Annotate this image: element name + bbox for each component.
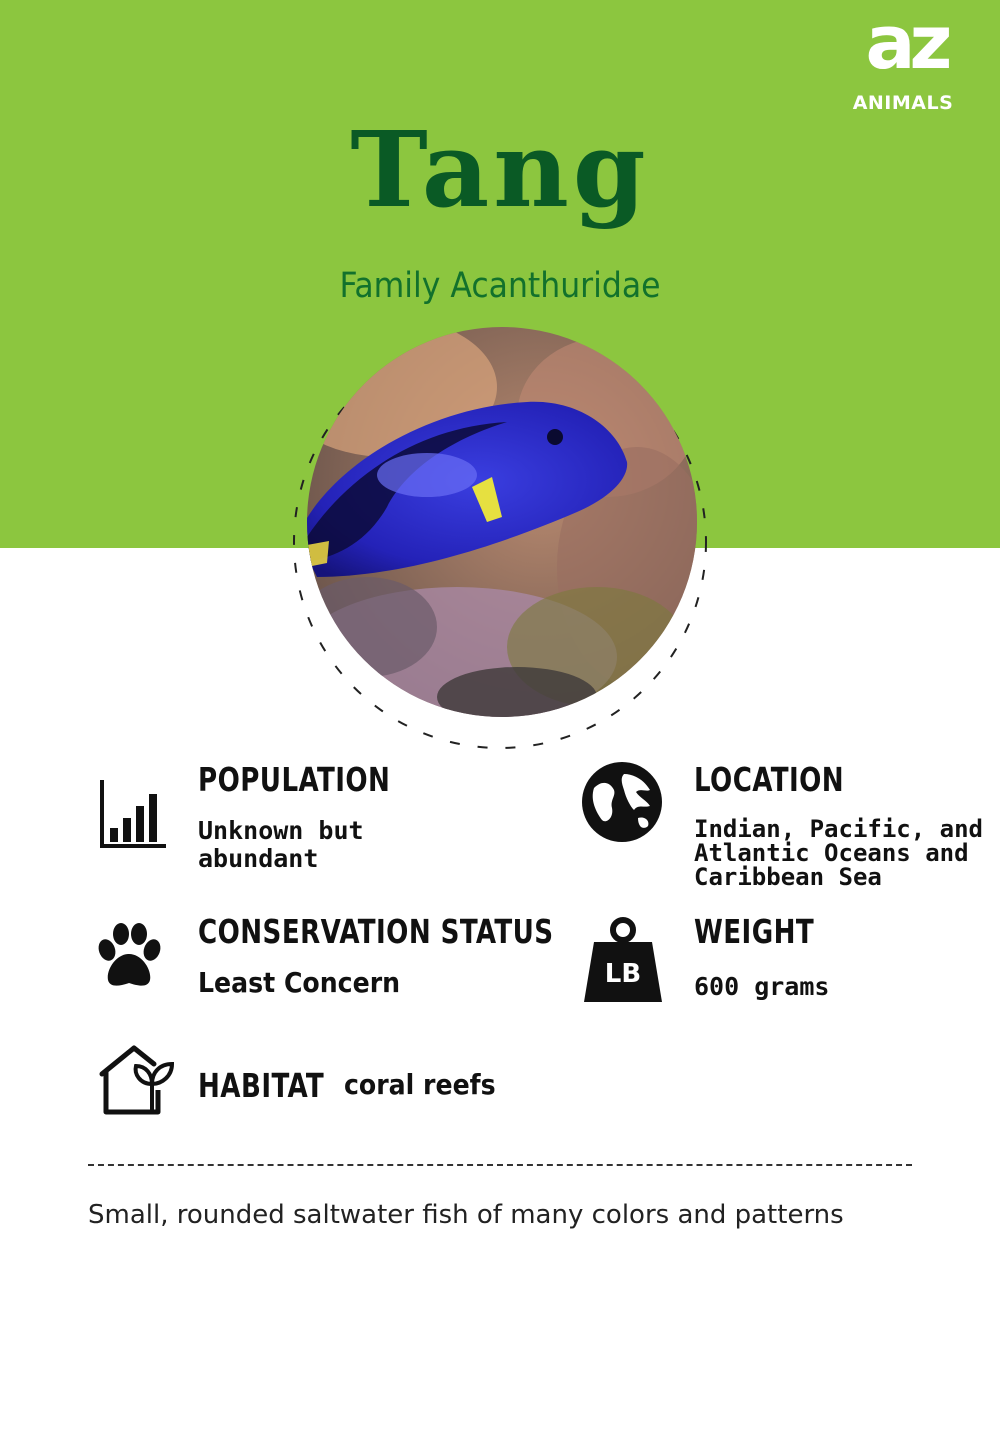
weight-heading: WEIGHT xyxy=(694,912,815,951)
az-animals-logo[interactable] xyxy=(838,0,968,120)
section-divider xyxy=(88,1164,912,1166)
page-title: Tang xyxy=(350,108,650,231)
globe-icon xyxy=(580,760,664,844)
weight-icon-label: LB xyxy=(604,959,642,989)
conservation-heading: CONSERVATION STATUS xyxy=(198,912,554,951)
location-heading: LOCATION xyxy=(694,760,845,799)
location-value-line3: Caribbean Sea xyxy=(694,863,882,891)
weight-icon xyxy=(582,916,664,1004)
paw-icon xyxy=(94,920,164,992)
conservation-value: Least Concern xyxy=(198,966,401,999)
logo-word: ANIMALS xyxy=(852,92,954,114)
habitat-heading: HABITAT xyxy=(198,1066,325,1105)
population-value-line2: abundant xyxy=(198,844,319,873)
habitat-value: coral reefs xyxy=(344,1068,496,1101)
logo-mark: az xyxy=(865,0,947,86)
description-text: Small, rounded saltwater fish of many colors and patterns xyxy=(88,1200,844,1230)
location-value-line2: Atlantic Oceans and xyxy=(694,839,969,867)
population-heading: POPULATION xyxy=(198,760,391,799)
location-value-line1: Indian, Pacific, and xyxy=(694,815,983,843)
weight-value: 600 grams xyxy=(694,972,830,1001)
page-subtitle: Family Acanthuridae xyxy=(339,266,661,306)
bar-chart-icon xyxy=(98,778,168,850)
population-value-line1: Unknown but xyxy=(198,816,364,845)
fish-photo xyxy=(307,327,697,717)
house-plant-icon xyxy=(96,1044,178,1116)
